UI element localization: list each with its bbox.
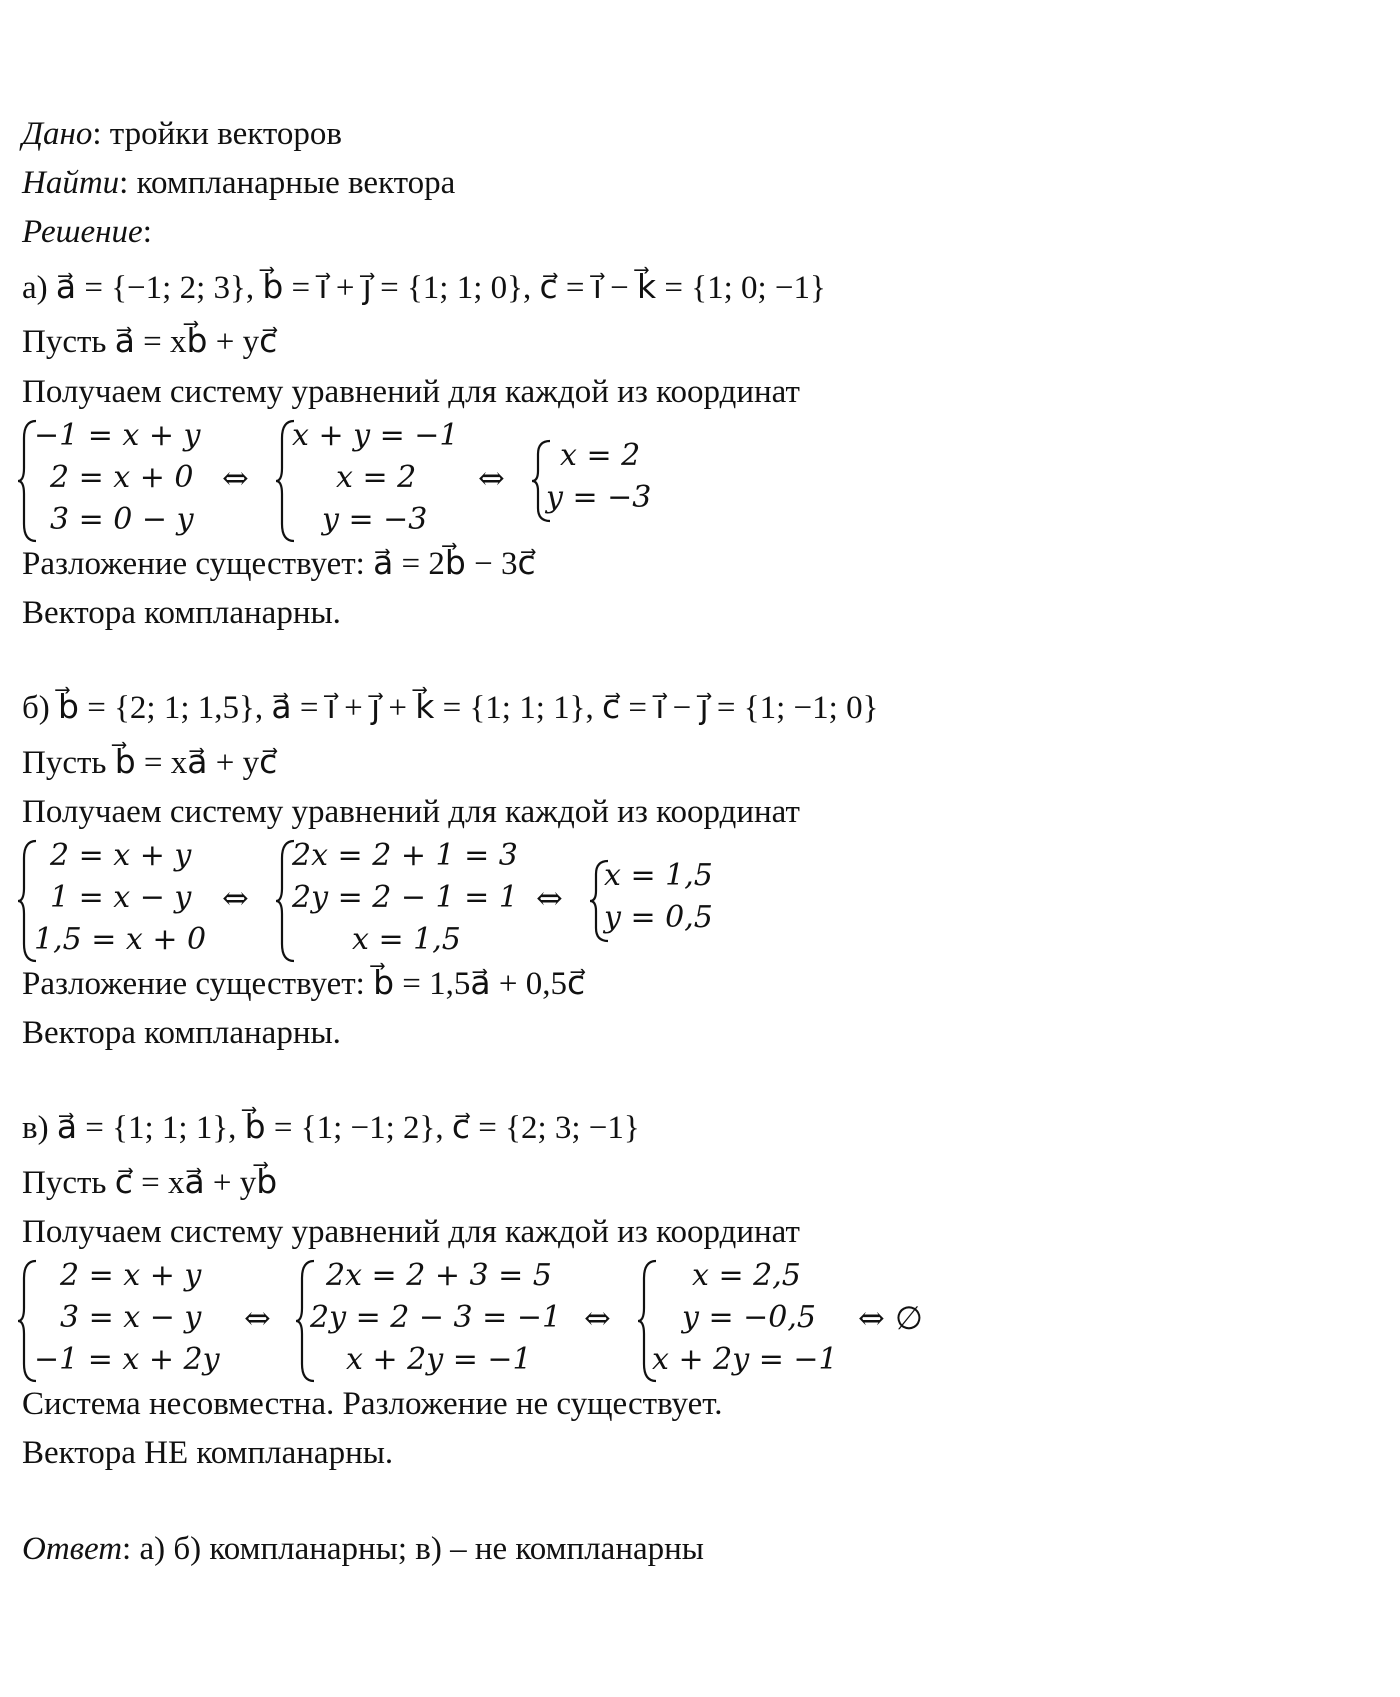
part-c-sys2-eq3: x + 2y = −1 xyxy=(346,1342,532,1377)
part-c-sys3-eq1: x = 2,5 xyxy=(692,1258,801,1293)
solution-line xyxy=(22,212,152,252)
find-line xyxy=(22,163,455,203)
find-label: Найти xyxy=(22,165,120,201)
part-b-sys2-eq1: 2x = 2 + 1 = 3 xyxy=(292,838,518,873)
solution-label: Решение xyxy=(22,214,143,250)
part-a-sys1-eq1: −1 = x + y xyxy=(34,418,201,453)
given-text: : тройки векторов xyxy=(92,116,342,152)
part-b-sys1-eq1: 2 = x + y xyxy=(50,838,192,873)
part-a-sys2-eq2: x = 2 xyxy=(336,460,417,495)
part-c-sys3-eq2: y = −0,5 xyxy=(682,1300,817,1335)
part-c-sys1-eq1: 2 = x + y xyxy=(60,1258,202,1293)
part-a-sys1-eq3: 3 = 0 − y xyxy=(50,502,194,537)
part-b-result: Разложение существует: b⃗ = 1,5a⃗ + 0,5c⃗ xyxy=(22,966,586,1002)
part-a-equiv-1: ⇔ xyxy=(222,459,249,497)
answer-line xyxy=(22,1529,704,1569)
part-a-let: Пусть a⃗ = xb⃗ + yc⃗ xyxy=(22,324,278,360)
part-b-sys2-eq2: 2y = 2 − 1 = 1 xyxy=(292,880,518,915)
part-b-let: Пусть b⃗ = xa⃗ + yc⃗ xyxy=(22,745,278,781)
part-c-sys1-eq3: −1 = x + 2y xyxy=(34,1342,220,1377)
part-c-sys2-eq1: 2x = 2 + 3 = 5 xyxy=(326,1258,552,1293)
find-text: : компланарные вектора xyxy=(119,165,456,201)
part-b-sys3-eq2: y = 0,5 xyxy=(604,900,713,935)
part-c-empty-set: ⇔ ∅ xyxy=(858,1299,923,1337)
part-c-sys3-eq3: x + 2y = −1 xyxy=(652,1342,838,1377)
part-b-conclusion: Вектора компланарны. xyxy=(22,1015,341,1051)
part-a-conclusion: Вектора компланарны. xyxy=(22,595,341,631)
part-c-header: в) a⃗ = {1; 1; 1}, b⃗ = {1; −1; 2}, c⃗ = {2; 3; −1} xyxy=(22,1110,640,1146)
given-label: Дано xyxy=(22,116,93,152)
part-c-equiv-1: ⇔ xyxy=(244,1299,271,1337)
part-c-result: Система несовместна. Разложение не существует. xyxy=(22,1386,723,1422)
part-c-sys2-eq2: 2y = 2 − 3 = −1 xyxy=(310,1300,562,1335)
answer-label: Ответ xyxy=(22,1531,123,1567)
part-b-sys2-eq3: x = 1,5 xyxy=(352,922,461,957)
part-a-sys3-eq1: x = 2 xyxy=(560,438,641,473)
part-c-equiv-2: ⇔ xyxy=(584,1299,611,1337)
part-c-system-intro: Получаем систему уравнений для каждой из координат xyxy=(22,1214,800,1250)
part-b-sys1-eq3: 1,5 = x + 0 xyxy=(34,922,207,957)
part-c-conclusion: Вектора НЕ компланарны. xyxy=(22,1435,394,1471)
part-a-sys1-eq2: 2 = x + 0 xyxy=(50,460,194,495)
part-a-sys2-eq3: y = −3 xyxy=(322,502,428,537)
part-a-system-intro: Получаем систему уравнений для каждой из координат xyxy=(22,374,800,410)
part-b-equiv-1: ⇔ xyxy=(222,879,249,917)
part-a-result: Разложение существует: a⃗ = 2b⃗ − 3c⃗ xyxy=(22,546,536,582)
part-b-sys3-eq1: x = 1,5 xyxy=(604,858,713,893)
part-b-system-intro: Получаем систему уравнений для каждой из координат xyxy=(22,794,800,830)
part-b-header: б) b⃗ = {2; 1; 1,5}, a⃗ = i⃗ + j⃗ + k⃗ = {1; 1; 1}, c⃗ = i⃗ − j⃗ = {1; −1; 0} xyxy=(22,690,879,726)
part-c-sys1-eq2: 3 = x − y xyxy=(60,1300,202,1335)
part-a-sys2-eq1: x + y = −1 xyxy=(292,418,459,453)
part-c-let: Пусть c⃗ = xa⃗ + yb⃗ xyxy=(22,1165,278,1201)
part-b-equiv-2: ⇔ xyxy=(536,879,563,917)
part-a-header: а) a⃗ = {−1; 2; 3}, b⃗ = i⃗ + j⃗ = {1; 1; 0}, c⃗ = i⃗ − k⃗ = {1; 0; −1} xyxy=(22,270,826,306)
part-a-equiv-2: ⇔ xyxy=(478,459,505,497)
part-b-sys1-eq2: 1 = x − y xyxy=(50,880,192,915)
given-line xyxy=(22,114,342,154)
answer-text: : а) б) компланарны; в) – не компланарны xyxy=(122,1531,704,1567)
solution-colon: : xyxy=(142,214,152,250)
part-a-sys3-eq2: y = −3 xyxy=(546,480,652,515)
